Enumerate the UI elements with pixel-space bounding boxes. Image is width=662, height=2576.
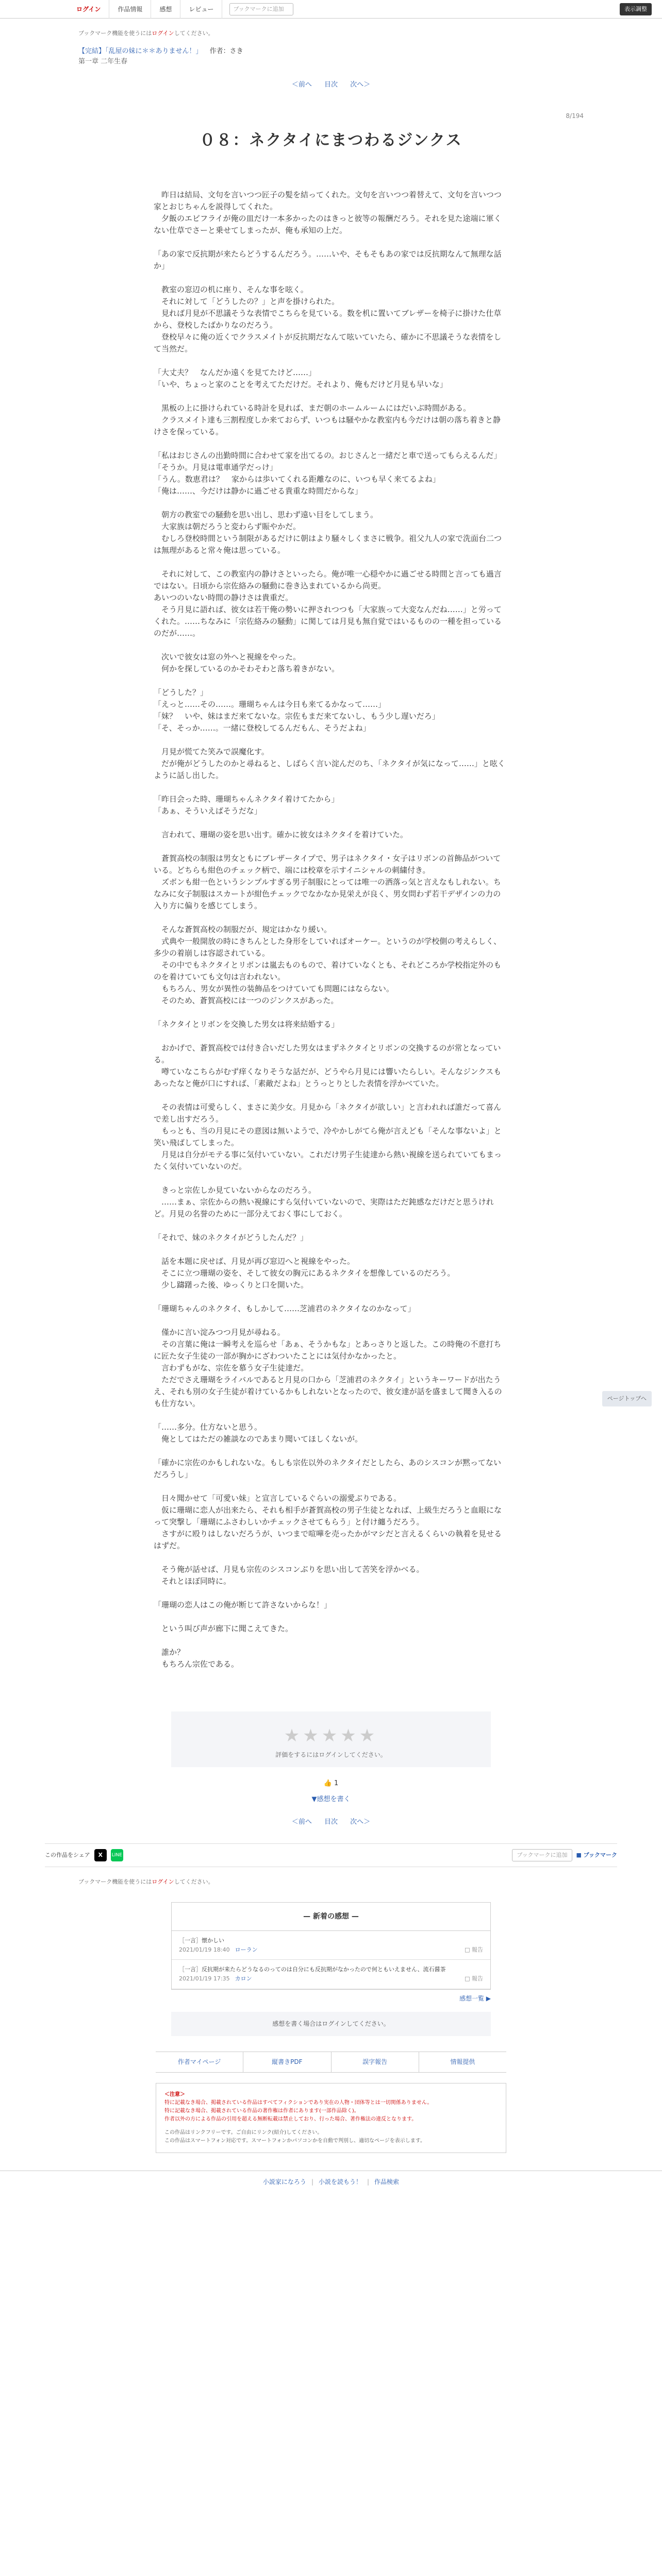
novel-paragraph: 「ネクタイとリボンを交換した男女は将来結婚する」 — [154, 1020, 339, 1029]
novel-paragraph: おかげで、蒼賀高校では付き合いだした男女はまずネクタイとリボンの交換するのが常となっている。 — [154, 1043, 501, 1065]
index-link[interactable]: 目次 — [324, 81, 338, 89]
novel-paragraph: 何かを探しているのかそわそわと落ち着きがない。 — [154, 664, 340, 674]
novel-paragraph: 「珊瑚ちゃんのネクタイ、もしかして……芝浦君のネクタイなのかなって」 — [154, 1304, 416, 1314]
caution-line: 特に記載なき場合、掲載されている作品はすべてフィクションであり実在の人物・団体等とは一切関係ありません。 — [164, 2100, 433, 2106]
impression-text: ［一言］懐かしい — [179, 1937, 224, 1944]
novel-paragraph — [154, 556, 508, 568]
impression-item — [172, 1931, 490, 1960]
novel-paragraph — [154, 1220, 508, 1232]
novel-paragraph — [154, 1611, 508, 1623]
novel-paragraph: 「妹？ いや、妹はまだ来てないな。宗佐もまだ来てないし、もう少し遅いだろ」 — [154, 711, 440, 721]
star-rating[interactable]: ★★★★★ — [284, 1725, 378, 1747]
caution-heading: ＜注意＞ — [164, 2092, 185, 2098]
novel-paragraph: あいつのいない時間の静けさは貴重だ。 — [154, 593, 293, 603]
caution-extra: この作品はスマートフォン対応です。スマートフォンかパソコンかを自動で判別し、適切なページを表示します。 — [164, 2138, 425, 2144]
novel-paragraph: 「昨日会った時、珊瑚ちゃんネクタイ着けてたから」 — [154, 794, 339, 804]
novel-paragraph: 次いで彼女は窓の外へと視線をやった。 — [154, 652, 301, 662]
impressions-link[interactable]: 感想 — [151, 0, 180, 19]
novel-paragraph: 夕飯のエビフライが俺の皿だけ一本多かったのはきっと彼等の報酬だろう。それを見た途端に軍くない仕草でさーと乗せてしまったが、俺も承知の上だ。 — [154, 214, 502, 235]
novel-paragraph: 「どうした？」 — [154, 688, 208, 698]
caution-box — [156, 2083, 506, 2153]
novel-paragraph: そこに立つ珊瑚の姿を、そして彼女の胸元にあるネクタイを想像しているのだろう。 — [154, 1268, 455, 1278]
yomou-link[interactable]: 小説を読もう！ — [318, 2178, 362, 2186]
novel-paragraph: そう月見に語れば、彼女は若干俺の勢いに押されつつも「大家族って大変なんだね……」と労ってくれた。……ちなみに「宗佐絡みの騒動」に関しては月見も無自覚ではいるものの一種を担っているのだが……。 — [154, 605, 502, 638]
novel-paragraph: 式典や一般開放の時にきちんとした身形をしていればオーケー。というのが学校側の考えらしく、多少の着崩しは容認されている。 — [154, 937, 502, 958]
login-note-2 — [78, 1877, 584, 1887]
index-link-bottom[interactable]: 目次 — [324, 1818, 338, 1826]
page-top-button[interactable]: ページトップへ — [602, 1391, 652, 1406]
novel-paragraph: 月見が慌てた笑みで誤魔化す。 — [154, 747, 269, 757]
novel-paragraph: 見れば月見が不思議そうな表情でこちらを見ている。数を机に置いてブレザーを椅子に掛けた仕草から、登校したばかりなのだろう。 — [154, 309, 502, 330]
share-bar — [45, 1843, 617, 1867]
novel-paragraph: 朝方の教室での騒動を思い出し、思わず遠い目をしてしまう。 — [154, 510, 378, 520]
series-title-link[interactable]: 【完結】「乱屋の妹に＊＊ありません！」 — [78, 47, 203, 55]
caution-line: 特に記載なき場合、掲載されている作品の著作権は作者にあります(一部作品除く)。 — [164, 2108, 359, 2114]
works-info-link[interactable]: 作品情報 — [109, 0, 151, 19]
novel-paragraph — [154, 1244, 508, 1256]
novel-paragraph — [154, 675, 508, 687]
rating-box — [171, 1711, 491, 1767]
novel-paragraph: それとほぼ同時に。 — [154, 1577, 231, 1586]
novel-paragraph — [154, 272, 508, 284]
login-button[interactable]: ログイン — [68, 0, 109, 19]
novel-paragraph: 誰か？ — [154, 1648, 185, 1657]
novel-paragraph — [154, 817, 508, 829]
novel-paragraph: 「大丈夫？ なんだか遠くを見てたけど……」 — [154, 368, 317, 378]
novel-paragraph — [154, 734, 508, 746]
pager-bottom — [78, 1817, 584, 1828]
novel-paragraph: そんな蒼賀高校の制服だが、規定はかなり緩い。 — [154, 925, 332, 935]
impression-item — [172, 1960, 490, 1989]
login-note — [78, 29, 584, 38]
novel-paragraph: 日々聞かせて「可愛い妹」と宣言しているぐらいの溺愛ぶりである。 — [154, 1494, 402, 1503]
impression-user[interactable]: カロン — [235, 1975, 252, 1982]
novel-paragraph: ズボンも紺一色というシンプルすぎる男子制服にとっては唯一の洒落っ気と言えなもしれない。ちなみに女子制服はスカートが紺色チェックでなかなか見栄えが良く、男女問わず若干デザインの力の入り方に偏りを感じてしまう。 — [154, 877, 501, 911]
novel-paragraph: 言われて、珊瑚の姿を思い出す。確かに彼女はネクタイを着けていた。 — [154, 830, 408, 840]
novel-paragraph: それに対して、この教室内の静けさといったら。俺が唯一心穏やかに過ごせる時間と言っても過言ではない。日頃から宗佐絡みの騒動に巻き込まれているから尚更。 — [154, 569, 502, 591]
author-mypage-link[interactable]: 作者マイページ — [156, 2052, 243, 2072]
novel-paragraph — [154, 1291, 508, 1303]
impressions-all-wrap — [171, 1994, 491, 2004]
impressions-all-link[interactable]: 感想一覧 ▶ — [459, 1994, 491, 2002]
novel-paragraph: 仮に珊瑚に恋人が出来たら、それも相手が蒼賀高校の男子生徒となれば、上級生だろうと血眼になって突撃し「珊瑚にふさわしいかチェックさせてもらう」と付け纏うだろう。 — [154, 1505, 502, 1527]
novel-paragraph: 「あの家で反抗期が来たらどうするんだろう。……いや、そもそもあの家では反抗期なんて無理な話か」 — [154, 249, 502, 271]
novel-paragraph: 「そうか。月見は電車通学だっけ」 — [154, 463, 278, 472]
novel-paragraph: もちろん、男女が異性の装飾品をつけていても問題にはならない。 — [154, 984, 394, 994]
novel-paragraph — [154, 1445, 508, 1457]
novel-paragraph: 蒼賀高校の制服は男女ともにブレザータイプで、男子はネクタイ・女子はリボンの首飾品がついている。どちらも紺色のチェック柄で、端には校章を示すイニシャルの刺繍付き。 — [154, 854, 501, 875]
display-settings-button[interactable]: 表示調整 — [620, 3, 652, 15]
novel-paragraph: そのため、蒼賀高校には一つのジンクスがあった。 — [154, 996, 339, 1006]
novel-paragraph: それに対して「どうしたの？」と声を掛けられた。 — [154, 297, 340, 307]
novel-paragraph: その表情は可愛らしく、まさに美少女。月見から「ネクタイが欲しい」と言われれば誰だって喜んで差し出すだろう。 — [154, 1103, 502, 1124]
bookmark-input[interactable]: ブックマークに追加 — [229, 3, 293, 15]
novel-paragraph: もっとも、当の月見にその意図は無いようで、冷やかしがてら俺が言えども「そんな事ないよ」と笑い飛ばしてしまった。 — [154, 1126, 502, 1148]
impression-meta — [179, 1974, 483, 1984]
novel-paragraph — [154, 1090, 508, 1101]
author-name: 作者：さき — [209, 47, 243, 55]
novel-paragraph: 「えっと……その……。珊瑚ちゃんは今日も来てるかなって……」 — [154, 700, 386, 709]
novel-paragraph: 昨日は結局、文句を言いつつ匠子の髪を結ってくれた。文句を言いつつ着替えて、文句を言いつつ家とおじちゃんを説得してくれた。 — [154, 190, 502, 212]
typo-report-link[interactable]: 誤字報告 — [332, 2052, 419, 2072]
novel-paragraph — [154, 391, 508, 402]
login-note-prefix-2: ブックマーク機能を使うには — [78, 1878, 152, 1886]
impression-meta — [179, 1945, 483, 1955]
footer-nav — [156, 2052, 506, 2073]
novel-paragraph: 言わずもがな、宗佐を慕う女子生徒達だ。 — [154, 1363, 309, 1373]
novel-paragraph: 「珊瑚の恋人はこの俺が断じて許さないからな！」 — [154, 1600, 332, 1610]
like-area — [78, 1778, 584, 1789]
novel-paragraph: 「俺は……、今だけは静かに過ごせる貴重な時間だからな」 — [154, 486, 363, 496]
novel-paragraph — [154, 1173, 508, 1184]
novel-paragraph: 教室の窓辺の机に座り、そんな事を呟く。 — [154, 285, 308, 295]
line-share-icon[interactable]: LINE — [111, 1849, 123, 1861]
rating-note: 評価をするにはログインしてください。 — [275, 1751, 387, 1758]
novel-paragraph: もちろん宗佐である。 — [154, 1659, 239, 1669]
report-button[interactable]: □ 報告 — [465, 1975, 483, 1982]
impression-date: 2021/01/19 17:35 — [179, 1975, 230, 1982]
write-impression-link[interactable]: ▼感想を書く — [311, 1795, 351, 1803]
like-count: 1 — [334, 1779, 339, 1787]
novel-paragraph: ……まぁ、宗佐からの熱い視線にすら気付いていないので、実際はただ鈍感なだけだと思うけれど。月見の名誉のために一部分えておく事にしておく。 — [154, 1197, 494, 1219]
novel-paragraph — [154, 782, 508, 793]
syosetu-link[interactable]: 小説家になろう — [262, 2178, 306, 2186]
x-share-icon[interactable]: X — [94, 1849, 107, 1861]
novel-paragraph: きっと宗佐しか見ていないからなのだろう。 — [154, 1185, 317, 1195]
novel-paragraph: クラスメイト達も三割程度しか来ておらず、いつもは騒やかな教室内も今だけは朝の落ち着きと静けさを保っている。 — [154, 415, 501, 437]
novel-paragraph — [154, 1007, 508, 1019]
novel-paragraph: 噂ていなこちらがむず痒くなりそうな話だが、どうやら月見には響いたらしい。そんなジンクスもあったなと俺が口にすれば、「素敵だよね」とうっとりとした表情を浮かべていた。 — [154, 1067, 502, 1089]
novel-paragraph — [154, 1030, 508, 1042]
novel-paragraph — [154, 1481, 508, 1493]
novel-paragraph: 「私はおじさんの出勤時間に合わせて家を出てるの。おじさんと一緒だと車で送ってもらえるんだ」 — [154, 451, 502, 461]
write-impression-link-wrap — [78, 1794, 584, 1805]
novel-paragraph — [154, 1552, 508, 1564]
prev-link-bottom[interactable]: ＜前へ — [291, 1818, 312, 1826]
novel-paragraph: 大家族は朝だろうと変わらず賑やかだ。 — [154, 522, 301, 532]
novel-paragraph: その言葉に俺は一瞬考えを巡らせ「あぁ、そうかもな」とあっさりと返した。この時俺の不意打ちに匠た女子生徒の一部が胸かにざわついたことには気付かなかったと。 — [154, 1340, 502, 1361]
thumbs-up-icon[interactable]: 👍 — [323, 1779, 332, 1787]
novel-paragraph: 登校早々に俺の近くでクラスメイトが反抗期だなんて呟いていたら、確かに不思議そうな表情をして当然だ。 — [154, 332, 502, 354]
page-number: 8/194 — [566, 112, 584, 120]
impression-date: 2021/01/19 18:40 — [179, 1946, 230, 1953]
novel-paragraph — [154, 841, 508, 853]
chapter-title: ０８：ネクタイにまつわるジンクス — [200, 131, 462, 150]
novel-paragraph — [154, 1410, 508, 1421]
novel-paragraph — [154, 1315, 508, 1327]
novel-paragraph — [154, 912, 508, 924]
novel-paragraph: 「うん。数恵君は？ 家からは歩いてくれる距離なのに、いつも早く来てるよね」 — [154, 474, 440, 484]
impression-text: ［一言］反抗期が来たらどうなるのってのは自分にも反抗期がなかったので何ともいえません、流石醤茶 — [179, 1966, 446, 1973]
main-content — [78, 29, 584, 1828]
novel-paragraph: さすがに殴りはしないだろうが、いつまで喧嘩を売ったかがマシだと言えるくらいの執着を見せるはずだ。 — [154, 1529, 502, 1551]
login-note-suffix: してください。 — [174, 30, 214, 37]
series-info — [78, 46, 584, 57]
login-note-prefix: ブックマーク機能を使うには — [78, 30, 152, 37]
novel-paragraph — [154, 1587, 508, 1599]
info-report-link[interactable]: 情報提供 — [450, 2058, 475, 2065]
novel-paragraph: むしろ登校時間という制限があるだけに朝はより騒々しくまさに戦争。祖父九人の家で洗面台二つは無理があると常々俺は思っている。 — [154, 534, 502, 555]
chapter-name: 第一章 二年生春 — [78, 58, 128, 66]
search-link[interactable]: 作品検索 — [374, 2178, 400, 2186]
novel-paragraph: 「あぁ、そういえばそうだな」 — [154, 806, 262, 816]
caution-line: 作者以外の方による作品の引用を超える無断転載は禁止しており、行った場合、著作権法の違反となります。 — [164, 2116, 417, 2123]
novel-paragraph — [154, 355, 508, 367]
novel-paragraph: 黒板の上に掛けられている時計を見れば、まだ朝のホームルームにはだいぶ時間がある。 — [154, 403, 471, 413]
recent-impressions — [171, 1902, 491, 1990]
novel-paragraph — [154, 438, 508, 450]
novel-paragraph: そう俺が話せば、月見も宗佐のシスコンぶりを思い出して苦笑を浮かべる。 — [154, 1565, 424, 1574]
novel-paragraph: 話を本題に戻せば、月見が再び窓辺へと視線をやった。 — [154, 1257, 355, 1266]
novel-paragraph: 月見は自分がモテる事に気付いていない。これだけ男子生徒達から熱い視線を送られていてもまったく気付いていないのだ。 — [154, 1150, 502, 1172]
novel-paragraph — [154, 236, 508, 248]
impression-user[interactable]: ローラン — [235, 1946, 258, 1953]
novel-paragraph: という叫び声が廊下に聞こえてきた。 — [154, 1624, 293, 1634]
bookmark-add-input[interactable]: ブックマークに追加 — [512, 1849, 572, 1861]
novel-paragraph: 僅かに言い淀みつつ月見が尋ねる。 — [154, 1328, 285, 1337]
caution-extra: この作品はリンクフリーです。ご自由にリンク(紹介)してください。 — [164, 2130, 323, 2136]
novel-paragraph: だが俺がどうしたのかと尋ねると、しばらく言い淀んだのち、「ネクタイが気になって……」と呟くように話し出した。 — [154, 759, 505, 781]
reviews-link[interactable]: レビュー — [180, 0, 222, 19]
novel-paragraph: ただでさえ珊瑚をライバルであると月見の口から「芝浦君のネクタイ」というキーワードが出たうえ、それも別の女子生徒が着けているかもしれないとなったので、彼女達が話を盛まして聞き入るのも仕方ない。 — [154, 1375, 502, 1409]
novel-paragraph — [154, 639, 508, 651]
share-label: この作品をシェア — [45, 1852, 90, 1859]
impression-login-note: 感想を書く場合はログインしてください。 — [171, 2012, 491, 2036]
bottom-links: 小説家になろう | 小説を読もう！ | 作品検索 — [0, 2171, 662, 2193]
novel-paragraph: 「確かに宗佐のかもしれないな。もしも宗佐以外のネクタイだとしたら、あのシスコンが黙ってないだろうし」 — [154, 1458, 501, 1480]
novel-body — [154, 189, 508, 1670]
bookmark-button[interactable]: ■ ブックマーク — [576, 1852, 617, 1859]
report-button[interactable]: □ 報告 — [465, 1946, 483, 1953]
next-link[interactable]: 次へ＞ — [350, 81, 371, 89]
top-header — [0, 0, 662, 19]
novel-paragraph — [154, 1635, 508, 1647]
lower-content — [78, 1877, 584, 2036]
novel-paragraph: その中でもネクタイとリボンは嵐去ものもので、着けていなくとも、それどころか学校指定外のものを着けていても文句は言われない。 — [154, 960, 502, 982]
login-note-link[interactable]: ログイン — [152, 30, 174, 37]
login-note-suffix-2: してください。 — [174, 1878, 214, 1886]
next-link-bottom[interactable]: 次へ＞ — [350, 1818, 371, 1826]
impressions-heading: — 新着の感想 — — [172, 1903, 490, 1931]
novel-paragraph: 「それで、妹のネクタイがどうしたんだ？」 — [154, 1233, 308, 1243]
login-note-link-2[interactable]: ログイン — [152, 1878, 174, 1886]
prev-link[interactable]: ＜前へ — [291, 81, 312, 89]
novel-paragraph: 「そ、そっか……。一緒に登校してるんだもん、そうだよね」 — [154, 723, 371, 733]
novel-paragraph: 「……多分。仕方ないと思う。 — [154, 1422, 262, 1432]
novel-paragraph: 俺としてはただの雑談なのであまり聞いてほしくないが。 — [154, 1434, 363, 1444]
novel-paragraph — [154, 497, 508, 509]
novel-paragraph: 少し躊躇った後、ゆっくりと口を開いた。 — [154, 1280, 308, 1290]
share-right — [512, 1849, 617, 1861]
vertical-pdf-link[interactable]: 縦書きPDF — [243, 2052, 331, 2072]
pager-top — [78, 80, 584, 91]
novel-paragraph: 「いや、ちょっと家のことを考えてただけだ。それより、俺もだけど月見も早いな」 — [154, 380, 448, 389]
